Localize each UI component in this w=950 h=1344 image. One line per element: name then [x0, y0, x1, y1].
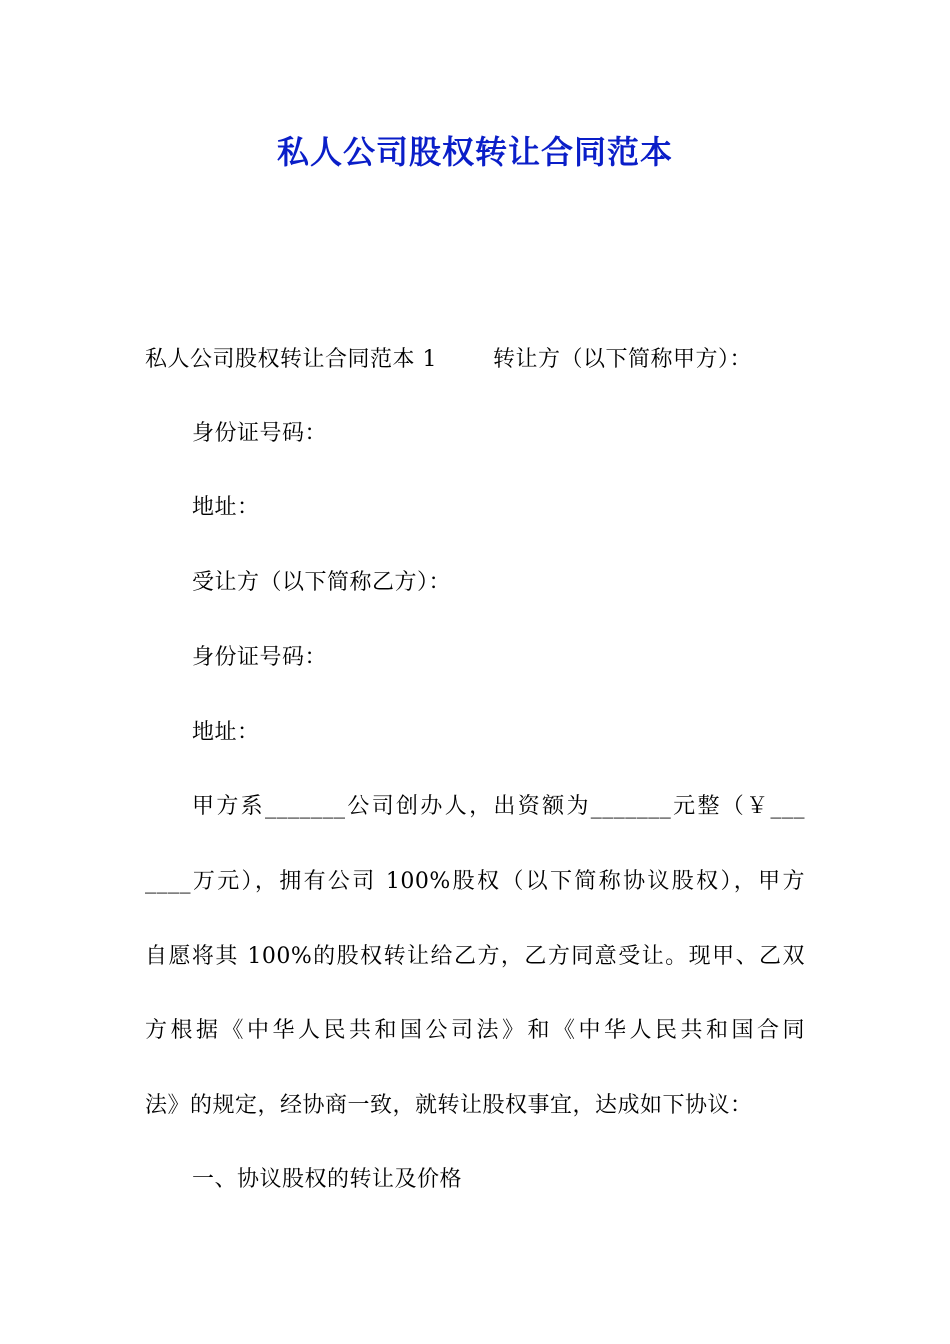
transferee-address-label: 地址： [192, 720, 260, 745]
contract-number-label: 私人公司股权转让合同范本 1 [145, 347, 437, 372]
body-paragraph-line-5: 法》的规定，经协商一致，就转让股权事宜，达成如下协议： [145, 1093, 753, 1118]
document-title: 私人公司股权转让合同范本 [276, 133, 673, 171]
transferee-id-label: 身份证号码： [192, 645, 328, 670]
body-paragraph-line-1: 甲方系_______公司创办人，出资额为_______元整（￥___ [192, 794, 805, 819]
contract-heading-line [145, 343, 752, 377]
transferor-id-label: 身份证号码： [192, 421, 328, 446]
transferor-address-label: 地址： [192, 495, 260, 520]
transferee-label: 受让方（以下简称乙方）： [192, 570, 452, 595]
body-paragraph-line-4: 方根据《中华人民共和国公司法》和《中华人民共和国合同 [145, 1018, 805, 1043]
section-heading: 一、协议股权的转让及价格 [192, 1167, 463, 1192]
body-paragraph-line-3: 自愿将其 100%的股权转让给乙方，乙方同意受让。现甲、乙双 [145, 944, 805, 969]
body-paragraph-line-2: ____万元），拥有公司 100%股权（以下简称协议股权），甲方 [145, 869, 805, 894]
transferor-label: 转让方（以下简称甲方）： [493, 347, 753, 372]
